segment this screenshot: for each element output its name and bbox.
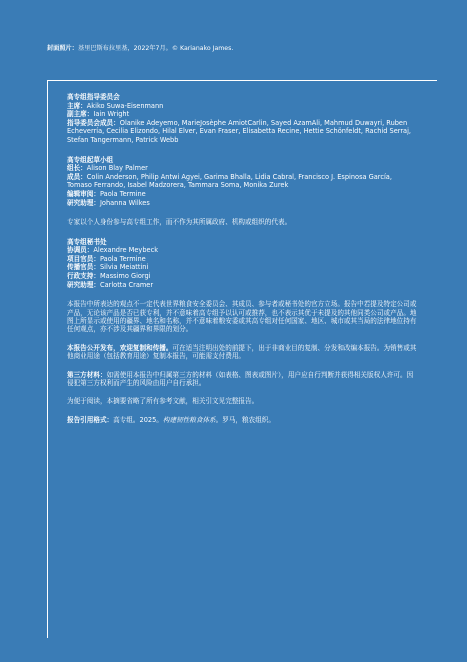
third-party-label: 第三方材料：: [67, 370, 107, 379]
copyright-label: 本报告公开发布，欢迎复制和传播。: [67, 343, 173, 352]
programme-officer-label: 项目官员：: [67, 254, 100, 263]
steering-members-row: [67, 119, 417, 145]
citation-text-before: 高专组。2025。: [113, 415, 163, 424]
credits-content: [67, 93, 417, 424]
cover-photo-caption: [47, 44, 437, 53]
programme-officer-name: Paola Termine: [99, 254, 146, 263]
admin-support-row: [67, 272, 417, 281]
vice-chair-label: 副主席：: [67, 110, 94, 119]
team-leader-row: [67, 164, 417, 173]
editorial-review-label: 编辑审阅：: [67, 189, 100, 198]
coordinator-name: Alexandre Meybeck: [93, 246, 159, 255]
citation-label: 报告引用格式：: [67, 415, 114, 424]
secretariat-research-assistant-row: [67, 281, 417, 290]
citation-paragraph: [67, 416, 417, 424]
team-leader-name: Alison Blay Palmer: [86, 164, 148, 173]
third-party-text: 如需使用本报告中归属第三方的材料（如表格、图表或图片），用户应自行判断并获得相关版权人许可。因侵犯第三方权利而产生的风险由用户自行承担。: [67, 370, 414, 387]
vice-chair-name: Iain Wright: [93, 110, 130, 119]
admin-support-name: Massimo Giorgi: [99, 271, 151, 280]
drafting-team-heading: 高专组起草小组: [67, 155, 114, 164]
third-party-paragraph: [67, 371, 417, 388]
admin-support-label: 行政支持：: [67, 271, 100, 280]
team-leader-label: 组长：: [67, 164, 87, 173]
steering-committee-heading: 高专组指导委员会: [67, 93, 120, 101]
copyright-text: 可在适当注明出处的前提下，出于非商业目的复制、分发和改编本报告。为销售或其他商业用途（包括教育用途）复制本报告，可能需支付费用。: [67, 343, 417, 361]
vice-chair-row: [67, 110, 417, 119]
coordinator-row: [67, 246, 417, 255]
disclaimer-paragraph: 本报告中所表达的观点不一定代表世界粮食安全委员会、其成员、参与者或秘书处的官方立场。报告中若提及特定公司或产品，无论该产品是否已获专利，并不意味着高专组予以认可或推荐，也不表示其优于未提及的其他同类公司或产品。地图上所显示或使用的疆界、地名和名称，并不意味着粮安委或其高专组对任何国家、地区、城市或其当局的法律地位持有任何观点，亦不涉及其疆界和界限的划分。: [67, 300, 417, 334]
secretariat-research-assistant-label: 研究助理：: [67, 280, 100, 289]
communications-officer-name: Silvia Meiattini: [99, 263, 149, 272]
frame-left-rule: [47, 80, 48, 638]
drafting-research-assistant-name: Johanna Wilkes: [99, 198, 150, 207]
drafting-research-assistant-row: [67, 199, 417, 208]
team-members-names: Colin Anderson, Philip Antwi Agyei, Garima Bhalla, Lidia Cabral, Francisco J. Espinosa García, Tomaso Ferrando, Isabel Madzorera, Tammara Soma, Monika Zurek: [67, 172, 392, 190]
steering-members-names: Olanike Adeyemo, MarieJosèphe AmiotCarlin, Sayed AzamAli, Mahmud Duwayri, Ruben Echeverría, Cecilia Elizondo, Hilal Elver, Evan Fraser, Elisabetta Recine, Hettie Schönfeldt, Rachid Serraj, Stefan Tangermann, Patrick Webb: [67, 118, 412, 144]
team-members-label: 成员：: [67, 172, 87, 181]
frame-top-rule: [47, 80, 437, 81]
drafting-team-section: [67, 156, 417, 208]
editorial-review-row: [67, 190, 417, 199]
secretariat-section: [67, 238, 417, 290]
secretariat-heading: 高专组秘书处: [67, 237, 107, 246]
secretariat-research-assistant-name: Carlotta Cramer: [99, 280, 154, 289]
chair-name: Akiko Suwa-Eisenmann: [86, 101, 164, 110]
steering-members-label: 指导委员会成员：: [67, 118, 120, 127]
communications-officer-label: 传播官员：: [67, 263, 100, 272]
drafting-research-assistant-label: 研究助理：: [67, 198, 100, 207]
experts-capacity-note: 专家以个人身份参与高专组工作，而不作为其所属政府、机构或组织的代表。: [67, 218, 292, 227]
caption-text: 基里巴斯布拉里基，2022年7月。© Karianako James.: [77, 45, 234, 52]
editorial-review-name: Paola Termine: [99, 189, 146, 198]
citation-text-after: 。罗马，粮农组织。: [215, 415, 275, 424]
citation-title: 构建韧性粮食体系: [162, 415, 216, 424]
chair-row: [67, 102, 417, 111]
references-note: 为便于阅读，本摘要省略了所有参考文献，相关引文见完整报告。: [67, 397, 259, 406]
communications-officer-row: [67, 263, 417, 272]
chair-label: 主席：: [67, 101, 87, 110]
team-members-row: [67, 173, 417, 190]
steering-committee-section: [67, 93, 417, 145]
caption-label: 封面照片：: [47, 45, 78, 52]
coordinator-label: 协调员：: [67, 246, 94, 255]
copyright-paragraph: [67, 344, 417, 361]
